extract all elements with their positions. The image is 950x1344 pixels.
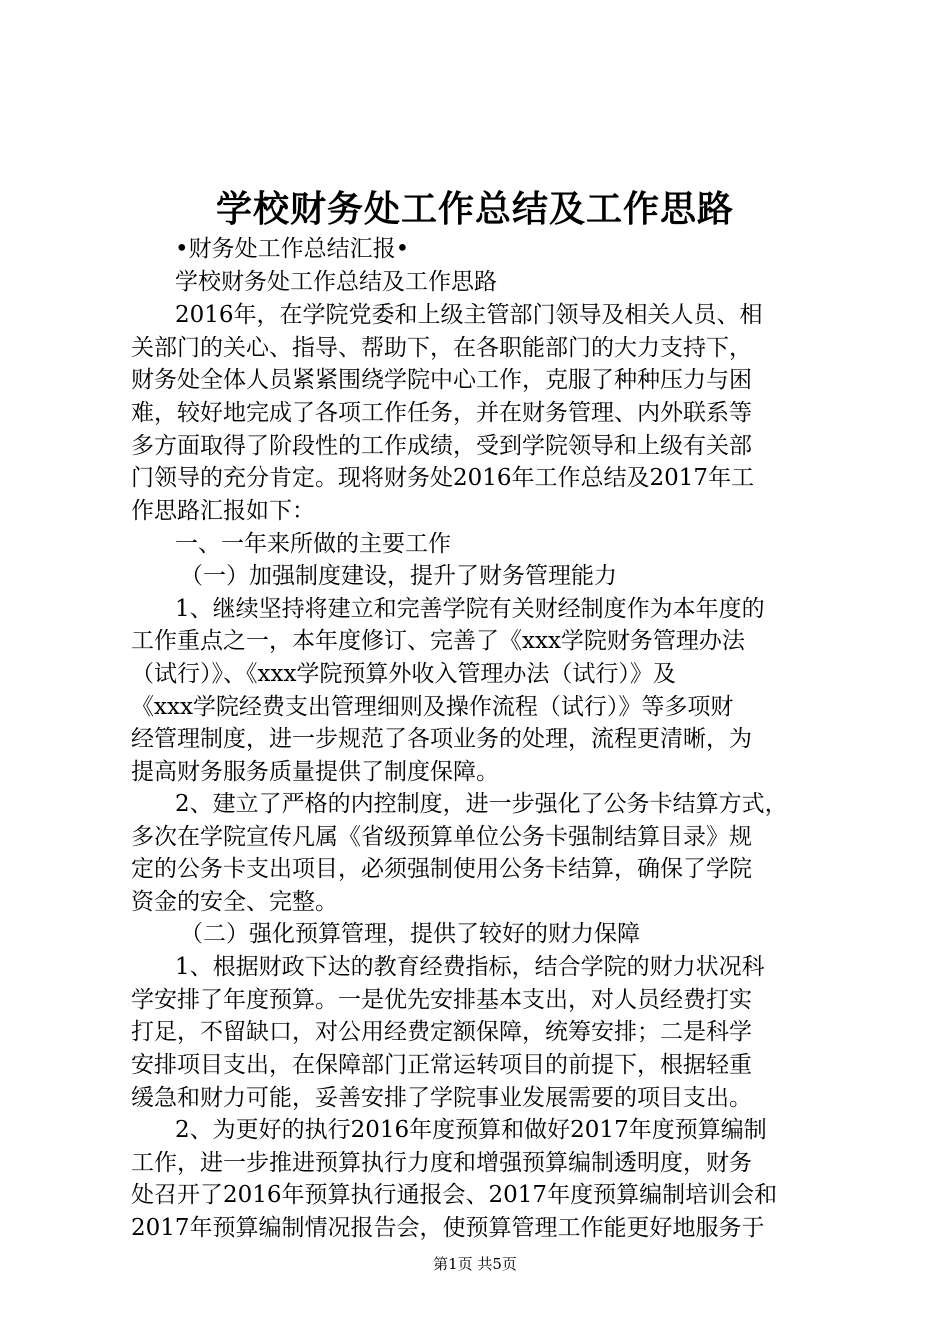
paragraph-line: 1、根据财政下达的教育经费指标，结合学院的财力状况科 — [175, 954, 765, 980]
paragraph-line: •财务处工作总结汇报• — [175, 236, 410, 262]
paragraph-line: （试行）》、《xxx学院预算外收入管理办法（试行）》及 — [131, 661, 676, 687]
paragraph-line: 学安排了年度预算。一是优先安排基本支出，对人员经费打实 — [131, 987, 752, 1013]
paragraph-line: 难，较好地完成了各项工作任务，并在财务管理、内外联系等 — [131, 400, 752, 426]
paragraph-line: 学校财务处工作总结及工作思路 — [175, 269, 497, 295]
paragraph-line: 多次在学院宣传凡属《省级预算单位公务卡强制结算目录》规 — [131, 824, 752, 850]
document-title: 学校财务处工作总结及工作思路 — [215, 188, 734, 230]
paragraph-line: 关部门的关心、指导、帮助下，在各职能部门的大力支持下， — [131, 335, 752, 361]
paragraph-line: 《xxx学院经费支出管理细则及操作流程（试行）》等多项财 — [131, 694, 734, 720]
paragraph-line: 一、一年来所做的主要工作 — [175, 531, 451, 557]
paragraph-line: 2、为更好的执行2016年度预算和做好2017年度预算编制 — [175, 1117, 767, 1143]
paragraph-line: 定的公务卡支出项目，必须强制使用公务卡结算，确保了学院 — [131, 856, 752, 882]
paragraph-line: 2016年，在学院党委和上级主管部门领导及相关人员、相 — [175, 302, 763, 328]
paragraph-line: 安排项目支出，在保障部门正常运转项目的前提下，根据轻重 — [131, 1052, 752, 1078]
paragraph-line: 多方面取得了阶段性的工作成绩，受到学院领导和上级有关部 — [131, 433, 752, 459]
paragraph-line: 财务处全体人员紧紧围绕学院中心工作，克服了种种压力与困 — [131, 367, 752, 393]
page-footer: 第1页 共5页 — [433, 1255, 517, 1273]
paragraph-line: 缓急和财力可能，妥善安排了学院事业发展需要的项目支出。 — [131, 1085, 752, 1111]
paragraph-line: 门领导的充分肯定。现将财务处2016年工作总结及2017年工 — [131, 465, 755, 491]
paragraph-line: 工作重点之一，本年度修订、完善了《xxx学院财务管理办法 — [131, 628, 745, 654]
paragraph-line: 经管理制度，进一步规范了各项业务的处理，流程更清晰，为 — [131, 726, 752, 752]
paragraph-line: 处召开了2016年预算执行通报会、2017年度预算编制培训会和 — [131, 1182, 778, 1208]
paragraph-line: 资金的安全、完整。 — [131, 889, 338, 915]
paragraph-line: 1、继续坚持将建立和完善学院有关财经制度作为本年度的 — [175, 596, 765, 622]
paragraph-line: 工作，进一步推进预算执行力度和增强预算编制透明度，财务 — [131, 1150, 752, 1176]
paragraph-line: 打足，不留缺口，对公用经费定额保障，统筹安排；二是科学 — [131, 1019, 752, 1045]
paragraph-line: 2、建立了严格的内控制度，进一步强化了公务卡结算方式， — [175, 791, 788, 817]
paragraph-line: （二）强化预算管理，提供了较好的财力保障 — [180, 921, 640, 947]
paragraph-line: （一）加强制度建设，提升了财务管理能力 — [180, 563, 617, 589]
paragraph-line: 作思路汇报如下： — [131, 498, 315, 524]
paragraph-line: 提高财务服务质量提供了制度保障。 — [131, 759, 499, 785]
paragraph-line: 2017年预算编制情况报告会，使预算管理工作能更好地服务于 — [131, 1215, 765, 1241]
